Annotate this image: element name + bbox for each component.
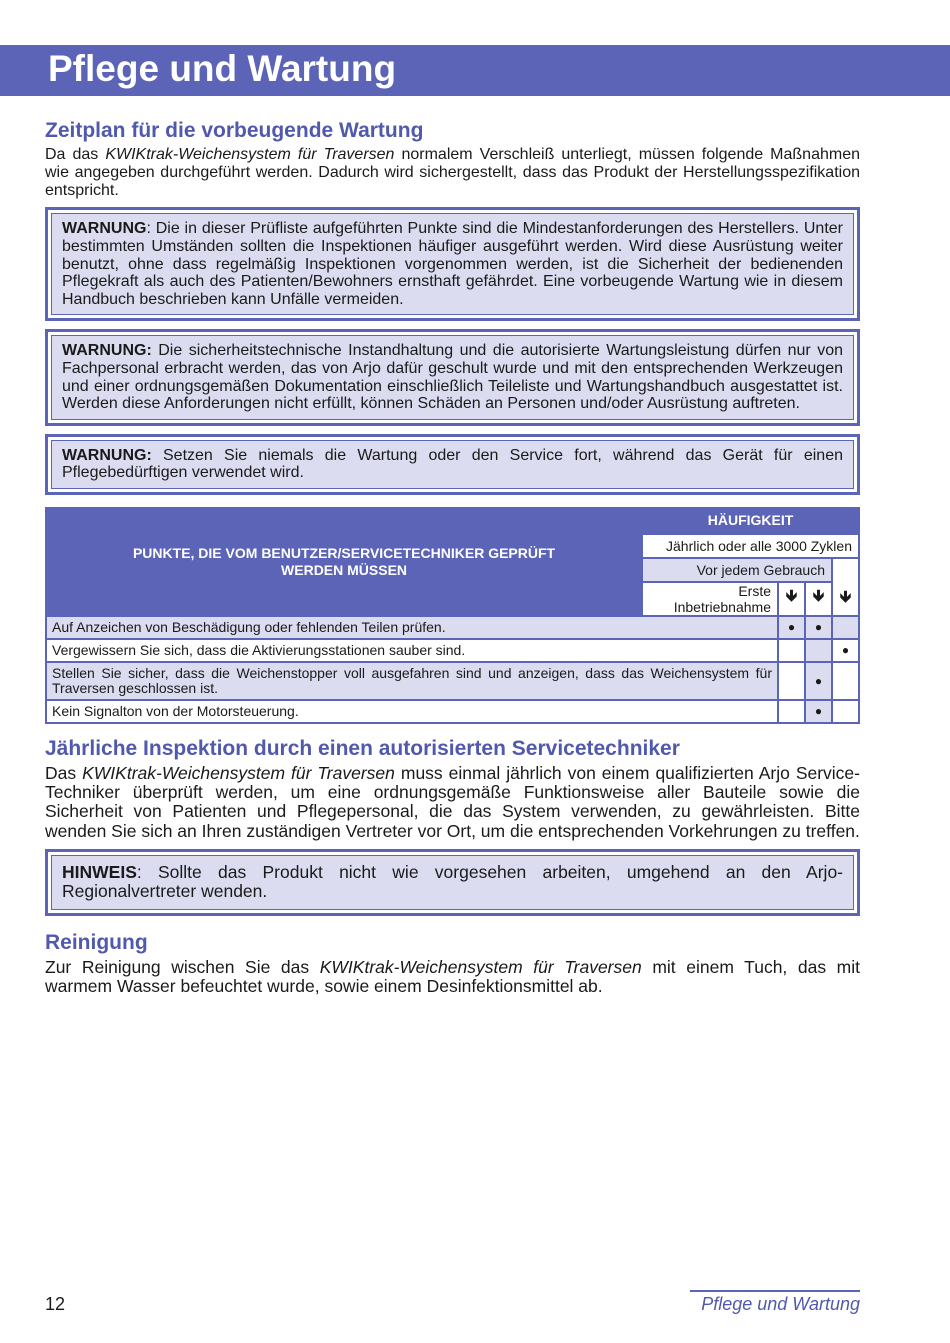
warning-text: Setzen Sie niemals die Wartung oder den Service fort, während das Gerät für einen Pflegebedürftigen verwendet wird. [62, 446, 843, 482]
warning-box-2 [45, 329, 860, 425]
warning-box-3 [45, 434, 860, 495]
note-text: : Sollte das Produkt nicht wie vorgesehen arbeiten, umgehend an den Arjo-Regionalvertreter wenden. [62, 861, 843, 902]
note-label: HINWEIS [62, 861, 137, 882]
footer-divider [690, 1290, 860, 1292]
arrow-down-icon: 🡻 [778, 582, 805, 616]
row-text: Kein Signalton von der Motorsteuerung. [46, 700, 778, 723]
row-mark: ● [805, 616, 832, 639]
row-mark [832, 662, 859, 700]
frequency-first-commissioning: Erste Inbetriebnahme [642, 582, 778, 616]
warning-text: Die in dieser Prüfliste aufgeführten Punkte sind die Mindestanforderungen des Herstellers. Unter bestimmten Umständen sollten die Inspektionen häufiger ausgeführt werden. Wird diese Ausrüstung weiter benutzt, ohne dass regelmäßig Inspektionen vorgenommen werden, ist die Sicherheit der bedienenden Pflegekraft als auch des Patienten/Bewohners ernsthaft gefährdet. Eine vorbeugende Wartung wie in diesem Handbuch beschrieben kann Unfälle vermeiden. [62, 220, 843, 308]
row-mark: ● [832, 639, 859, 662]
table-row [46, 700, 859, 723]
maintenance-checklist-table [45, 507, 860, 724]
warning-text: Die sicherheitstechnische Instandhaltung und die autorisierte Wartungsleistung dürfen nur von Fachpersonal erbracht werden, das von Arjo dafür geschult wurde und mit den entsprechenden Werkzeugen und einer ordnungsgemäßen Dokumentation einschließlich Teileliste und Wartungshandbuch ausgestattet ist. Werden diese Anforderungen nicht erfüllt, können Schäden an Personen und/oder Ausrüstung auftreten. [62, 342, 843, 413]
row-mark [832, 700, 859, 723]
row-mark: ● [778, 616, 805, 639]
row-text: Vergewissern Sie sich, dass die Aktivierungsstationen sauber sind. [46, 639, 778, 662]
frequency-header: HÄUFIGKEIT [642, 508, 859, 534]
page-title: Pflege und Wartung [48, 48, 397, 89]
page-number: 12 [45, 1294, 66, 1314]
annual-inspection-paragraph: Das KWIKtrak-Weichensystem für Traversen muss einmal jährlich von einem qualifizierten Arjo Service-Techniker überprüft werden, um eine ordnungsgemäße Funktionsweise aller Bauteile sowie die Sicherheit von Patienten und Pflegepersonal, die das System verwenden, zu gewährleisten. Bitte wenden Sie sich an Ihren zuständigen Vertreter vor Ort, um die entsprechenden Vorkehrungen zu treffen. [45, 762, 860, 841]
row-text: Auf Anzeichen von Beschädigung oder fehlenden Teilen prüfen. [46, 616, 778, 639]
frequency-annual: Jährlich oder alle 3000 Zyklen [642, 534, 859, 558]
table-row [46, 639, 859, 662]
arrow-down-icon: 🡻 [832, 558, 859, 616]
section-heading-annual-inspection: Jährliche Inspektion durch einen autorisierten Servicetechniker [45, 736, 680, 760]
cleaning-paragraph: Zur Reinigung wischen Sie das KWIKtrak-Weichensystem für Traversen mit einem Tuch, das mit warmem Wasser befeuchtet wurde, sowie einem Desinfektionsmittel ab. [45, 956, 861, 996]
items-column-header: PUNKTE, DIE VOM BENUTZER/SERVICETECHNIKER GEPRÜFT WERDEN MÜSSEN [46, 508, 642, 616]
row-mark [778, 639, 805, 662]
warning-label: WARNUNG [62, 220, 147, 238]
page-header-banner [0, 45, 950, 96]
warning-box-1: WARNUNG: Die in dieser Prüfliste aufgeführten Punkte sind die Mindestanforderungen des Herstellers. Unter bestimmten Umständen sollten die Inspektionen häufiger ausgeführt werden. Wird diese Ausrüstung weiter benutzt, ohne dass regelmäßig Inspektionen vorgenommen werden, ist die Sicherheit der bedienenden Pflegekraft als auch des Patienten/Bewohners ernsthaft gefährdet. Eine vorbeugende Wartung wie in diesem Handbuch beschrieben kann Unfälle vermeiden. [45, 207, 860, 321]
frequency-before-each-use: Vor jedem Gebrauch [642, 558, 832, 582]
table-row [46, 662, 859, 700]
table-row [46, 616, 859, 639]
section-heading-maintenance-schedule: Zeitplan für die vorbeugende Wartung [45, 119, 424, 142]
main-content [45, 118, 860, 996]
row-text: Stellen Sie sicher, dass die Weichenstopper voll ausgefahren sind und anzeigen, dass das Weichensystem für Traversen geschlossen ist. [46, 662, 778, 700]
arrow-down-icon: 🡻 [805, 582, 832, 616]
row-mark [805, 639, 832, 662]
warning-label: WARNUNG: [62, 446, 152, 464]
row-mark: ● [805, 662, 832, 700]
footer-chapter-title: Pflege und Wartung [701, 1294, 860, 1314]
row-mark [778, 700, 805, 723]
warning-label: WARNUNG: [62, 342, 152, 360]
note-box [45, 849, 860, 916]
row-mark [832, 616, 859, 639]
row-mark: ● [805, 700, 832, 723]
intro-paragraph: Da das KWIKtrak-Weichensystem für Traversen normalem Verschleiß unterliegt, müssen folgende Maßnahmen wie angegeben durchgeführt werden. Dadurch wird sichergestellt, dass das Produkt der Herstellungsspezifikation entspricht. [45, 146, 860, 199]
section-heading-cleaning: Reinigung [45, 930, 148, 954]
row-mark [778, 662, 805, 700]
